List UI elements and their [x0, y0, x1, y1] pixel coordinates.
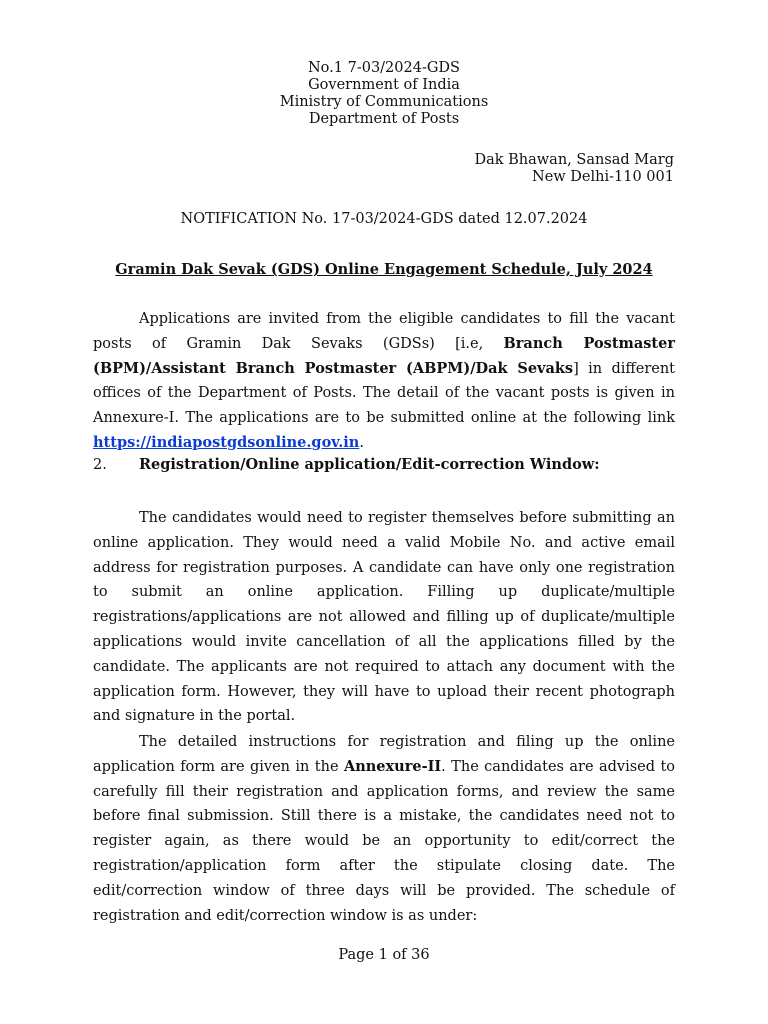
government-name: Government of India — [308, 77, 460, 93]
letterhead — [0, 60, 768, 128]
notification-title: NOTIFICATION No. 17-03/2024-GDS dated 12.07.2024 — [180, 211, 588, 227]
page-number: Page 1 of 36 — [338, 947, 430, 963]
paragraph-intro — [93, 307, 675, 456]
paragraph-registration — [93, 506, 675, 729]
section-number: 2. — [93, 457, 107, 473]
ministry-name: Ministry of Communications — [279, 94, 489, 110]
paragraph-instructions — [93, 730, 675, 928]
section-title: Registration/Online application/Edit-correction Window: — [139, 456, 600, 473]
reference-number: No.1 7-03/2024-GDS — [307, 60, 460, 76]
address-line-2: New Delhi-110 001 — [532, 169, 674, 185]
annexure-ii-bold: Annexure-II — [343, 757, 442, 775]
intro-text-2: ] in different offices of the Department of Posts. The detail of the vacant posts is given in Annexure-I. The applications are to be submitted online at the following link — [93, 360, 675, 427]
address-line-1: Dak Bhawan, Sansad Marg — [474, 152, 674, 168]
office-address — [474, 152, 674, 186]
department-name: Department of Posts — [308, 111, 460, 127]
instructions-text-1: The detailed instructions for registration and filing up the online application form are given in the — [93, 734, 675, 775]
subject-heading: Gramin Dak Sevak (GDS) Online Engagement Schedule, July 2024 — [115, 261, 653, 278]
intro-text-1: Applications are invited from the eligible candidates to fill the vacant posts of Gramin Dak Sevaks (GDSs) [i.e, — [93, 311, 675, 352]
intro-text-3: . — [359, 434, 364, 451]
registration-text: The candidates would need to register themselves before submitting an online application. They would need a valid Mobile No. and active email address for registration purposes. A candidate can have only one registration to submit an online application. Filling up duplicate/multiple registrations/applications are not allowed and filling up of duplicate/multiple applications would invite cancellation of all the applications filled by the candidate. The applicants are not required to attach any document with the application form. However, they will have to upload their recent photograph and signature in the portal. — [93, 510, 675, 725]
application-link[interactable]: https://indiapostgdsonline.gov.in — [93, 433, 360, 451]
intro-posts-bold: Branch Postmaster (BPM)/Assistant Branch Postmaster (ABPM)/Dak Sevaks — [93, 334, 675, 377]
section-2-heading — [93, 456, 675, 473]
instructions-text-2: . The candidates are advised to carefully fill their registration and application forms, and review the same before final submission. Still there is a mistake, the candidates need not to register again, as there would be an opportunity to edit/correct the registration/application form after the stipulate closing date. The edit/correction window of three days will be provided. The schedule of registration and edit/correction window is as under: — [93, 758, 675, 924]
